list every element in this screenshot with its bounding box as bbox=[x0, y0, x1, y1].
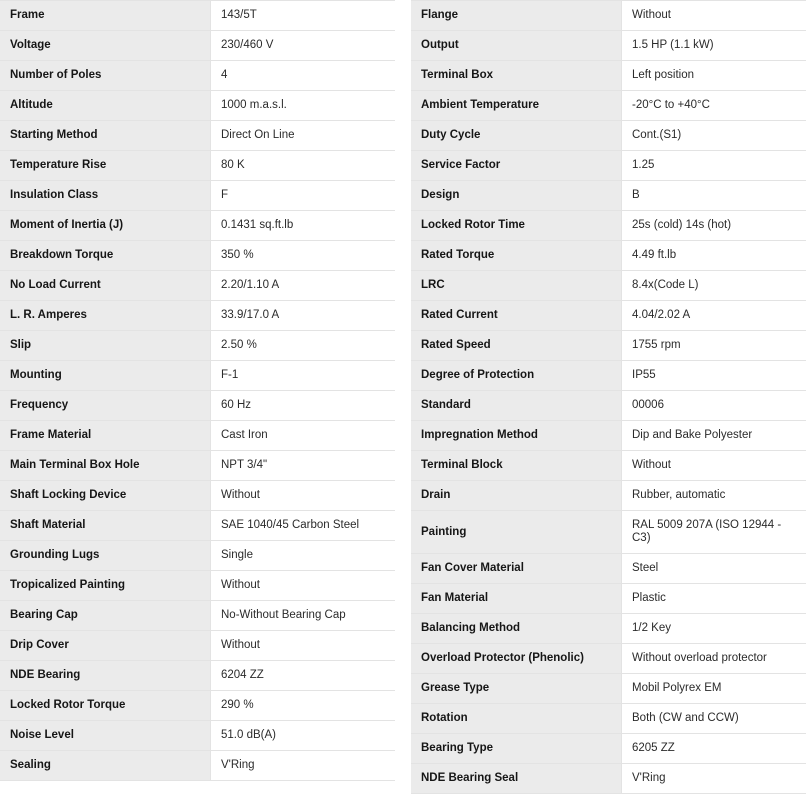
spec-label: NDE Bearing Seal bbox=[411, 764, 622, 794]
spec-label: Noise Level bbox=[0, 721, 211, 751]
spec-label: Moment of Inertia (J) bbox=[0, 211, 211, 241]
table-row bbox=[411, 181, 806, 211]
spec-value: 2.50 % bbox=[211, 331, 396, 361]
spec-label: Breakdown Torque bbox=[0, 241, 211, 271]
table-row bbox=[0, 541, 395, 571]
spec-label: Frequency bbox=[0, 391, 211, 421]
spec-value: 00006 bbox=[622, 391, 806, 421]
table-row bbox=[411, 644, 806, 674]
spec-value: Left position bbox=[622, 61, 806, 91]
spec-label: L. R. Amperes bbox=[0, 301, 211, 331]
spec-label: Standard bbox=[411, 391, 622, 421]
spec-value: 143/5T bbox=[211, 1, 396, 31]
spec-label: Bearing Type bbox=[411, 734, 622, 764]
spec-label: Shaft Locking Device bbox=[0, 481, 211, 511]
spec-value: Without bbox=[211, 481, 396, 511]
spec-label: NDE Bearing bbox=[0, 661, 211, 691]
table-row bbox=[411, 391, 806, 421]
table-row bbox=[411, 764, 806, 794]
spec-value: SAE 1040/45 Carbon Steel bbox=[211, 511, 396, 541]
spec-value: Without overload protector bbox=[622, 644, 806, 674]
spec-label: Drip Cover bbox=[0, 631, 211, 661]
spec-label: Insulation Class bbox=[0, 181, 211, 211]
spec-label: Main Terminal Box Hole bbox=[0, 451, 211, 481]
spec-label: Flange bbox=[411, 1, 622, 31]
table-row bbox=[0, 601, 395, 631]
table-row bbox=[0, 241, 395, 271]
spec-value: V'Ring bbox=[211, 751, 396, 781]
table-row bbox=[411, 301, 806, 331]
spec-value: 1.25 bbox=[622, 151, 806, 181]
spec-label: Rated Torque bbox=[411, 241, 622, 271]
table-row bbox=[0, 661, 395, 691]
spec-value: F bbox=[211, 181, 396, 211]
spec-label: Mounting bbox=[0, 361, 211, 391]
spec-label: Tropicalized Painting bbox=[0, 571, 211, 601]
spec-label: Voltage bbox=[0, 31, 211, 61]
spec-label: Altitude bbox=[0, 91, 211, 121]
table-row bbox=[0, 1, 395, 31]
table-row bbox=[411, 584, 806, 614]
spec-value: 4.04/2.02 A bbox=[622, 301, 806, 331]
spec-label: Locked Rotor Time bbox=[411, 211, 622, 241]
spec-value: 6204 ZZ bbox=[211, 661, 396, 691]
spec-label: Balancing Method bbox=[411, 614, 622, 644]
spec-label: Frame bbox=[0, 1, 211, 31]
table-row bbox=[0, 151, 395, 181]
spec-value: 290 % bbox=[211, 691, 396, 721]
table-row bbox=[0, 361, 395, 391]
spec-label: Locked Rotor Torque bbox=[0, 691, 211, 721]
spec-value: -20°C to +40°C bbox=[622, 91, 806, 121]
spec-value: 60 Hz bbox=[211, 391, 396, 421]
spec-label: Sealing bbox=[0, 751, 211, 781]
left-table-body bbox=[0, 1, 395, 781]
spec-label: No Load Current bbox=[0, 271, 211, 301]
table-row bbox=[411, 151, 806, 181]
spec-value: 4.49 ft.lb bbox=[622, 241, 806, 271]
spec-value: Without bbox=[622, 451, 806, 481]
table-row bbox=[411, 451, 806, 481]
spec-value: 2.20/1.10 A bbox=[211, 271, 396, 301]
spec-label: Duty Cycle bbox=[411, 121, 622, 151]
spec-value: 350 % bbox=[211, 241, 396, 271]
spec-value: Cont.(S1) bbox=[622, 121, 806, 151]
table-row bbox=[0, 451, 395, 481]
spec-label: Slip bbox=[0, 331, 211, 361]
spec-value: Cast Iron bbox=[211, 421, 396, 451]
spec-value: IP55 bbox=[622, 361, 806, 391]
table-row bbox=[0, 721, 395, 751]
spec-value: Without bbox=[211, 631, 396, 661]
table-row bbox=[411, 61, 806, 91]
table-row bbox=[0, 631, 395, 661]
spec-value: NPT 3/4" bbox=[211, 451, 396, 481]
table-row bbox=[0, 61, 395, 91]
table-row bbox=[411, 211, 806, 241]
spec-value: 4 bbox=[211, 61, 396, 91]
spec-value: F-1 bbox=[211, 361, 396, 391]
spec-label: LRC bbox=[411, 271, 622, 301]
spec-label: Starting Method bbox=[0, 121, 211, 151]
spec-label: Rotation bbox=[411, 704, 622, 734]
table-row bbox=[411, 271, 806, 301]
right-specifications-column bbox=[403, 0, 806, 794]
spec-label: Overload Protector (Phenolic) bbox=[411, 644, 622, 674]
spec-value: Both (CW and CCW) bbox=[622, 704, 806, 734]
spec-label: Terminal Block bbox=[411, 451, 622, 481]
spec-label: Terminal Box bbox=[411, 61, 622, 91]
spec-label: Degree of Protection bbox=[411, 361, 622, 391]
table-row bbox=[411, 331, 806, 361]
table-row bbox=[0, 571, 395, 601]
table-row bbox=[0, 271, 395, 301]
table-row bbox=[411, 31, 806, 61]
spec-label: Rated Current bbox=[411, 301, 622, 331]
table-row bbox=[411, 421, 806, 451]
spec-value: 1.5 HP (1.1 kW) bbox=[622, 31, 806, 61]
spec-label: Grease Type bbox=[411, 674, 622, 704]
table-row bbox=[0, 31, 395, 61]
spec-value: Direct On Line bbox=[211, 121, 396, 151]
table-row bbox=[411, 241, 806, 271]
spec-value: 8.4x(Code L) bbox=[622, 271, 806, 301]
spec-label: Grounding Lugs bbox=[0, 541, 211, 571]
spec-value: Without bbox=[622, 1, 806, 31]
table-row bbox=[411, 554, 806, 584]
table-row bbox=[411, 1, 806, 31]
table-row bbox=[411, 121, 806, 151]
spec-label: Fan Material bbox=[411, 584, 622, 614]
right-table-body bbox=[411, 1, 806, 794]
spec-label: Ambient Temperature bbox=[411, 91, 622, 121]
spec-label: Rated Speed bbox=[411, 331, 622, 361]
spec-label: Service Factor bbox=[411, 151, 622, 181]
spec-value: 6205 ZZ bbox=[622, 734, 806, 764]
spec-label: Number of Poles bbox=[0, 61, 211, 91]
spec-value: Dip and Bake Polyester bbox=[622, 421, 806, 451]
table-row bbox=[0, 511, 395, 541]
spec-value: No-Without Bearing Cap bbox=[211, 601, 396, 631]
table-row bbox=[411, 614, 806, 644]
table-row bbox=[411, 511, 806, 554]
table-row bbox=[0, 331, 395, 361]
spec-value: Rubber, automatic bbox=[622, 481, 806, 511]
table-row bbox=[0, 91, 395, 121]
table-row bbox=[0, 181, 395, 211]
left-specifications-table bbox=[0, 0, 395, 781]
spec-label: Fan Cover Material bbox=[411, 554, 622, 584]
table-row bbox=[0, 211, 395, 241]
spec-label: Drain bbox=[411, 481, 622, 511]
table-row bbox=[411, 481, 806, 511]
spec-value: 230/460 V bbox=[211, 31, 396, 61]
spec-label: Painting bbox=[411, 511, 622, 554]
table-row bbox=[0, 301, 395, 331]
table-row bbox=[411, 674, 806, 704]
table-row bbox=[411, 361, 806, 391]
spec-value: Single bbox=[211, 541, 396, 571]
spec-label: Bearing Cap bbox=[0, 601, 211, 631]
table-row bbox=[0, 121, 395, 151]
spec-value: RAL 5009 207A (ISO 12944 - C3) bbox=[622, 511, 806, 554]
table-row bbox=[0, 421, 395, 451]
spec-value: 25s (cold) 14s (hot) bbox=[622, 211, 806, 241]
spec-value: 1/2 Key bbox=[622, 614, 806, 644]
spec-label: Frame Material bbox=[0, 421, 211, 451]
spec-value: V'Ring bbox=[622, 764, 806, 794]
spec-value: Without bbox=[211, 571, 396, 601]
spec-value: 1755 rpm bbox=[622, 331, 806, 361]
spec-value: Plastic bbox=[622, 584, 806, 614]
right-specifications-table bbox=[411, 0, 806, 794]
spec-label: Impregnation Method bbox=[411, 421, 622, 451]
table-row bbox=[0, 691, 395, 721]
spec-label: Temperature Rise bbox=[0, 151, 211, 181]
spec-label: Design bbox=[411, 181, 622, 211]
spec-value: B bbox=[622, 181, 806, 211]
spec-value: Steel bbox=[622, 554, 806, 584]
spec-label: Shaft Material bbox=[0, 511, 211, 541]
table-row bbox=[0, 751, 395, 781]
spec-label: Output bbox=[411, 31, 622, 61]
table-row bbox=[411, 734, 806, 764]
table-row bbox=[0, 481, 395, 511]
table-row bbox=[411, 704, 806, 734]
spec-value: Mobil Polyrex EM bbox=[622, 674, 806, 704]
spec-value: 51.0 dB(A) bbox=[211, 721, 396, 751]
spec-value: 80 K bbox=[211, 151, 396, 181]
table-row bbox=[0, 391, 395, 421]
spec-value: 1000 m.a.s.l. bbox=[211, 91, 396, 121]
spec-value: 33.9/17.0 A bbox=[211, 301, 396, 331]
spec-value: 0.1431 sq.ft.lb bbox=[211, 211, 396, 241]
table-row bbox=[411, 91, 806, 121]
